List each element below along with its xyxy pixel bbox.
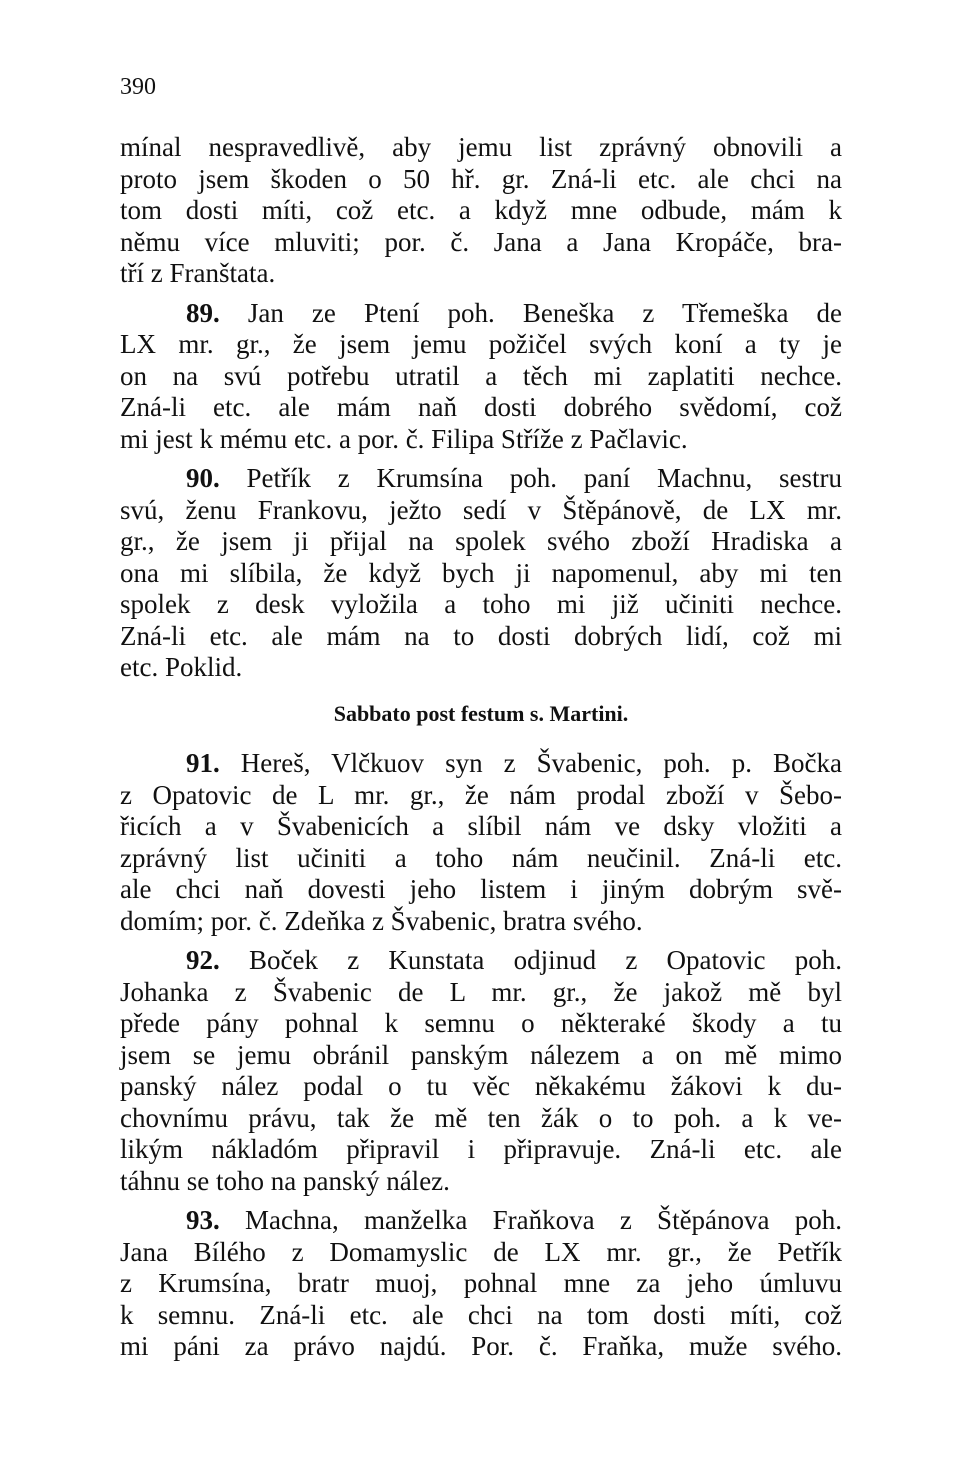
text-line: ale chci naň dovesti jeho listem i jiným dobrým svě- [120, 874, 842, 904]
text-line: Zná-li etc. ale mám na to dosti dobrých lidí, což mi [120, 620, 842, 651]
body-text-upper [120, 132, 842, 684]
text-line: mi páni za právo najdú. Por. č. Fraňka, muže svého. [120, 1331, 842, 1361]
text-line: přede pány pohnal k semnu o některaké škody a tu [120, 1008, 842, 1038]
text-line: Johanka z Švabenic de L mr. gr., že jakož mě byl [120, 976, 842, 1007]
section-heading: Sabbato post festum s. Martini. [333, 701, 629, 726]
text-line: mi jest k mému etc. a por. č. Filipa Stříže z Pačlavic. [120, 423, 688, 454]
text-line: němu více mluviti; por. č. Jana a Jana Kropáče, bra- [120, 226, 842, 257]
entry-number: 91. [186, 748, 220, 778]
text-line: on na svú potřebu utratil a těch mi zaplatiti nechce. [120, 360, 842, 391]
body-text-lower [120, 748, 842, 1363]
text-line: etc. Poklid. [120, 652, 243, 682]
text-line: z Krumsína, bratr muoj, pohnal mne za jeho úmluvu [120, 1268, 842, 1298]
paragraph-92-first-line [120, 945, 842, 977]
entry-number: 92. [186, 945, 220, 975]
text-line: táhnu se toho na panský nález. [120, 1165, 450, 1196]
text-line: spolek z desk vyložila a toho mi již učiniti nechce. [120, 589, 842, 619]
text-line: svú, ženu Frankovu, ježto sedí v Štěpánově, de LX mr. [120, 494, 842, 525]
text-line: Hereš, Vlčkuov syn z Švabenic, poh. p. Bočka [240, 748, 842, 778]
text-line: řicích a v Švabenicích a slíbil nám ve dsky vložiti a [120, 811, 842, 841]
entry-number: 90. [186, 463, 220, 493]
text-line: Machna, manželka Fraňkova z Štěpánova poh. [245, 1205, 843, 1235]
text-line: ona mi slíbila, že když bych ji napomenul, aby mi ten [120, 557, 842, 588]
text-line: likým nákladóm připravil i připravuje. Zná-li etc. ale [120, 1134, 842, 1164]
text-line: tom dosti míti, což etc. a když mne odbude, mám k [120, 195, 842, 225]
text-line: Petřík z Krumsína poh. paní Machnu, sestru [246, 463, 842, 493]
paragraph-89-first-line [120, 298, 842, 330]
text-line: mínal nespravedlivě, aby jemu list zprávný obnovili a [120, 132, 842, 162]
text-line: Boček z Kunstata odjinud z Opatovic poh. [248, 945, 842, 975]
text-line: LX mr. gr., že jsem jemu požičel svých koní a ty je [120, 329, 842, 359]
text-line: tří z Franštata. [120, 258, 276, 288]
text-line: z Opatovic de L mr. gr., že nám prodal zboží v Šebo- [120, 779, 842, 810]
text-line: proto jsem škoden o 50 hř. gr. Zná-li etc. ale chci na [120, 163, 842, 194]
text-line: Jana Bílého z Domamyslic de LX mr. gr., že Petřík [120, 1236, 842, 1267]
entry-number: 89. [186, 297, 220, 328]
text-line: zprávný list učiniti a toho nám neučinil. Zná-li etc. [120, 842, 842, 873]
paragraph-91-first-line [120, 748, 842, 780]
text-line: jsem se jemu obránil panským nálezem a on mě mimo [120, 1039, 842, 1070]
text-line: Jan ze Ptení poh. Beneška z Třemeška de [247, 297, 843, 328]
text-line: k semnu. Zná-li etc. ale chci na tom dosti míti, což [120, 1299, 842, 1330]
text-line: panský nález podal o tu věc někakému žákovi k du- [120, 1071, 842, 1101]
entry-number: 93. [186, 1205, 220, 1235]
text-line: Zná-li etc. ale mám naň dosti dobrého svědomí, což [120, 392, 842, 422]
text-line: domím; por. č. Zdeňka z Švabenic, bratra svého. [120, 905, 643, 936]
paragraph-90-first-line [120, 463, 842, 495]
paragraph-93-first-line [120, 1205, 842, 1237]
text-line: chovnímu právu, tak že mě ten žák o to poh. a k ve- [120, 1102, 842, 1133]
text-line: gr., že jsem ji přijal na spolek svého zboží Hradiska a [120, 526, 842, 556]
page-number: 390 [120, 74, 156, 100]
